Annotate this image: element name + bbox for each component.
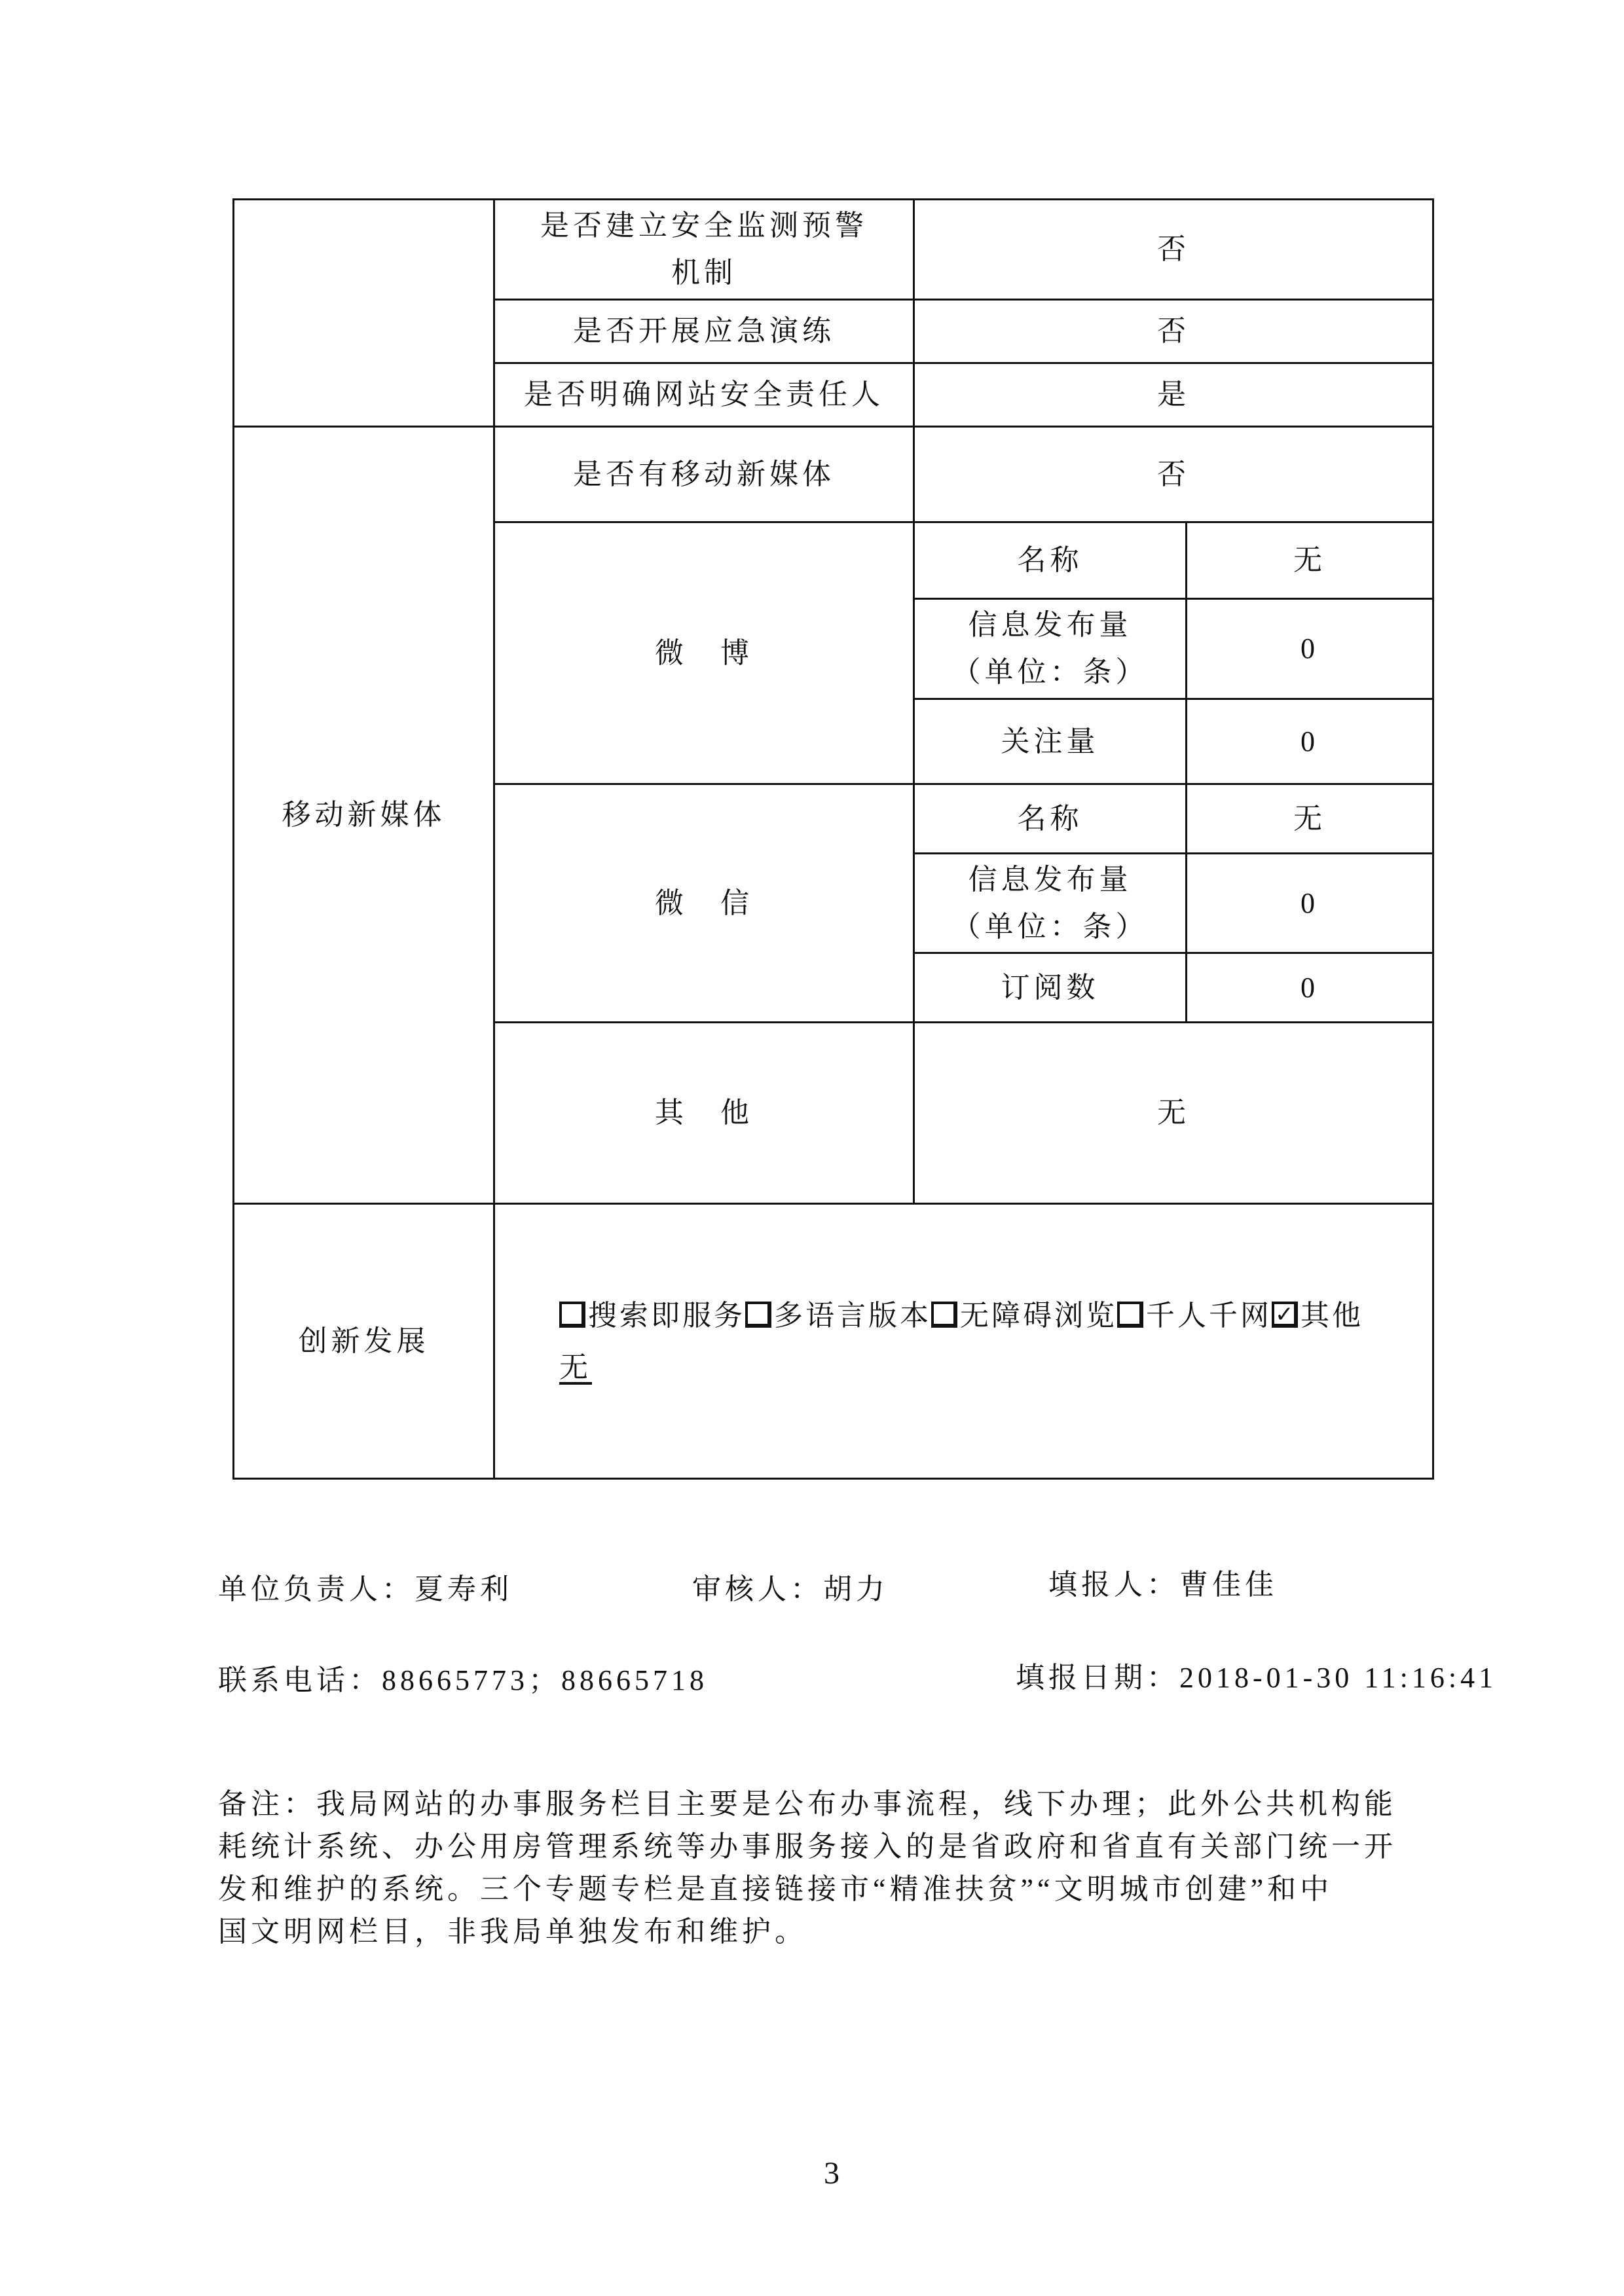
- monitoring-warning-value: 否: [914, 200, 1433, 300]
- filler-label: 填报人：: [1048, 1569, 1179, 1601]
- checkbox-icon: [1117, 1302, 1143, 1328]
- security-officer-label: 是否明确网站安全责任人: [494, 363, 914, 427]
- option-label: 其他: [1301, 1299, 1363, 1332]
- wechat-posts-unit: （单位：条）: [951, 910, 1149, 943]
- emergency-drill-value: 否: [914, 300, 1433, 363]
- phone-label: 联系电话：: [218, 1664, 382, 1696]
- option-personalized: [1117, 1300, 1272, 1332]
- option-label: 多语言版本: [774, 1299, 931, 1332]
- filler-value: 曹佳佳: [1179, 1569, 1278, 1601]
- checkbox-icon: [559, 1302, 585, 1328]
- checkbox-icon: [745, 1302, 771, 1328]
- date-value: 2018-01-30 11:16:41: [1179, 1662, 1498, 1694]
- option-search-service: [559, 1300, 745, 1332]
- remarks-line: 发和维护的系统。三个专题专栏是直接链接市“精准扶贫”“文明城市创建”和中: [218, 1873, 1333, 1905]
- wechat-posts-label: 信息发布量: [968, 863, 1132, 896]
- security-section-cell: [234, 200, 494, 427]
- wechat-subscribers-label: 订阅数: [914, 953, 1187, 1023]
- weibo-followers-value: 0: [1187, 699, 1433, 784]
- remarks: [218, 1783, 1397, 1953]
- filler: [1048, 1561, 1278, 1609]
- wechat-label: 微 信: [494, 784, 914, 1023]
- wechat-posts-label-cell: [914, 854, 1187, 953]
- option-label: 千人千网: [1146, 1299, 1272, 1332]
- security-officer-value: 是: [914, 363, 1433, 427]
- other-media-value: 无: [914, 1023, 1433, 1204]
- unit-head: [218, 1566, 513, 1613]
- remarks-line: 备注：我局网站的办事服务栏目主要是公布办事流程，线下办理；此外公共机构能: [218, 1788, 1397, 1820]
- reviewer: [692, 1566, 889, 1613]
- wechat-name-value: 无: [1187, 784, 1433, 854]
- innovation-section-label: 创新发展: [234, 1204, 494, 1479]
- remarks-line: 耗统计系统、办公用房管理系统等办事服务接入的是省政府和省直有关部门统一开: [218, 1831, 1397, 1863]
- monitoring-warning-label: 是否建立安全监测预警机制: [540, 210, 868, 289]
- reviewer-value: 胡力: [823, 1573, 889, 1605]
- contact-phone: [218, 1657, 708, 1704]
- wechat-posts-value: 0: [1187, 854, 1433, 953]
- option-label: 无障碍浏览: [960, 1299, 1117, 1332]
- fill-date: [1016, 1654, 1497, 1702]
- has-mobile-media-value: 否: [914, 427, 1433, 522]
- mobile-media-section-label: 移动新媒体: [234, 427, 494, 1204]
- wechat-subscribers-value: 0: [1187, 953, 1433, 1023]
- weibo-posts-unit: （单位：条）: [951, 656, 1149, 688]
- date-label: 填报日期：: [1016, 1662, 1179, 1694]
- innovation-options: [559, 1290, 1432, 1341]
- weibo-posts-label: 信息发布量: [968, 609, 1132, 641]
- weibo-posts-value: 0: [1187, 599, 1433, 699]
- innovation-other-row: [559, 1341, 1432, 1393]
- table-row: [234, 1204, 1433, 1479]
- monitoring-warning-label-cell: [494, 200, 914, 300]
- reviewer-label: 审核人：: [692, 1573, 823, 1605]
- other-media-label: 其 他: [494, 1023, 914, 1204]
- weibo-name-value: 无: [1187, 522, 1433, 599]
- weibo-posts-label-cell: [914, 599, 1187, 699]
- weibo-followers-label: 关注量: [914, 699, 1187, 784]
- checked-checkbox-icon: [1272, 1302, 1298, 1328]
- option-other: [1272, 1300, 1363, 1332]
- wechat-name-label: 名称: [914, 784, 1187, 854]
- option-accessibility: [931, 1300, 1117, 1332]
- website-report-table: [232, 198, 1434, 1480]
- weibo-name-label: 名称: [914, 522, 1187, 599]
- emergency-drill-label: 是否开展应急演练: [494, 300, 914, 363]
- weibo-label: 微 博: [494, 522, 914, 784]
- unit-head-label: 单位负责人：: [218, 1573, 415, 1605]
- page-number: 3: [824, 2156, 840, 2191]
- table-row: [234, 200, 1433, 300]
- phone-value: 88665773；88665718: [382, 1664, 708, 1696]
- option-multilingual: [745, 1300, 931, 1332]
- checkbox-icon: [931, 1302, 957, 1328]
- unit-head-value: 夏寿利: [415, 1573, 513, 1605]
- option-label: 搜索即服务: [588, 1299, 745, 1332]
- table-row: [234, 427, 1433, 522]
- innovation-options-cell: [494, 1204, 1433, 1479]
- has-mobile-media-label: 是否有移动新媒体: [494, 427, 914, 522]
- remarks-line: 国文明网栏目，非我局单独发布和维护。: [218, 1916, 807, 1948]
- innovation-other-text: 无: [559, 1351, 592, 1383]
